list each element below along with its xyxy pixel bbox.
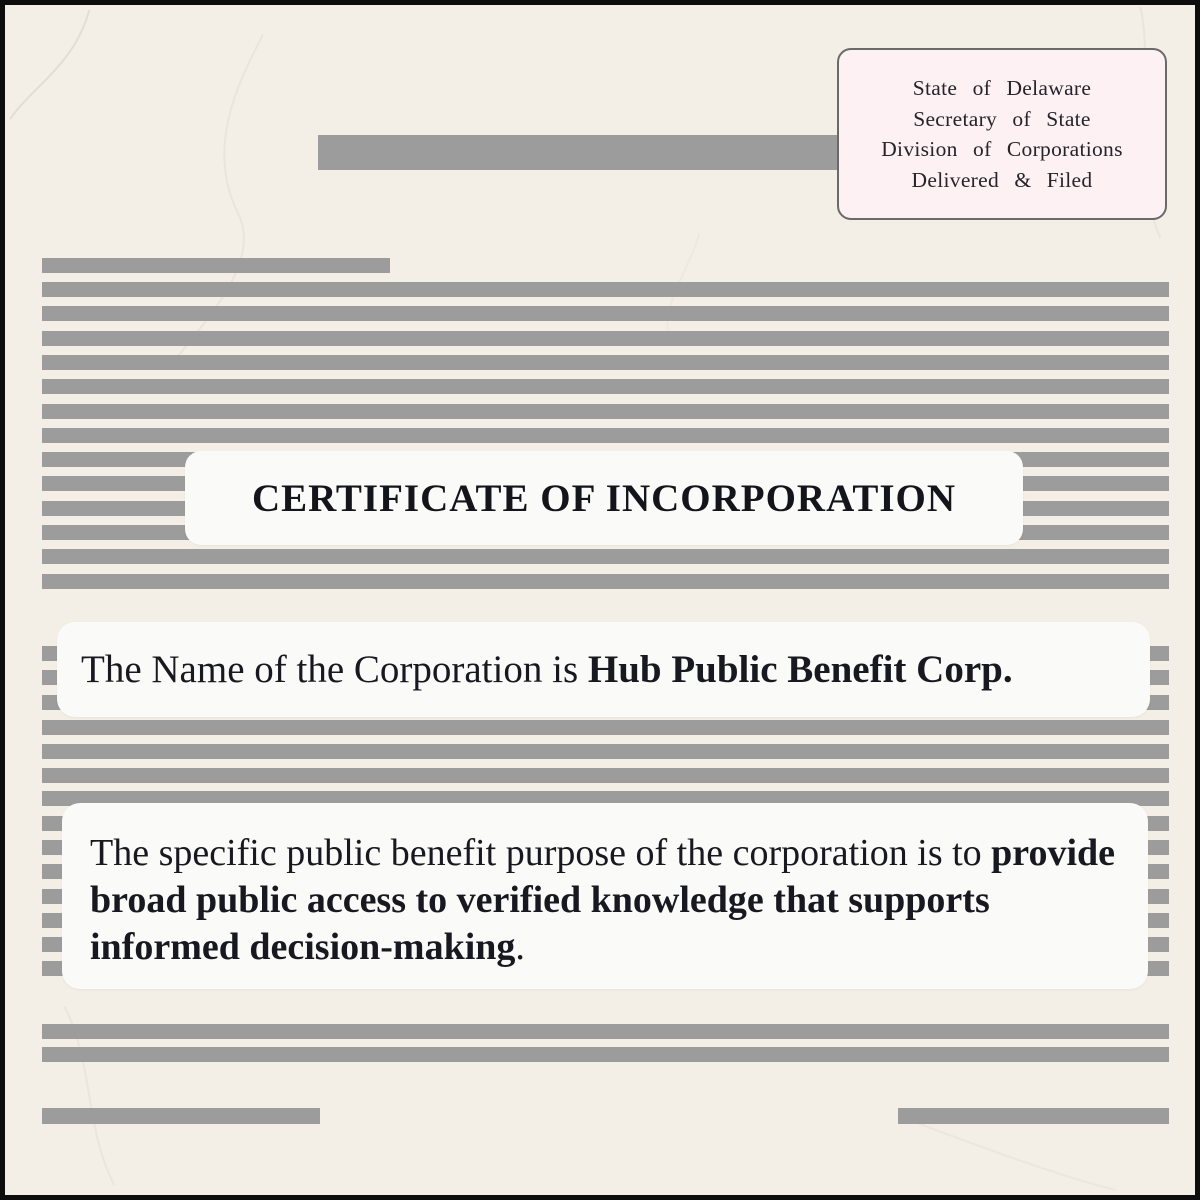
name-clause-prefix: The Name of the Corporation is	[81, 648, 588, 691]
redacted-line	[42, 428, 1169, 443]
delaware-filing-stamp	[837, 48, 1167, 220]
redacted-line	[42, 768, 1169, 783]
redacted-line	[42, 720, 1169, 735]
redacted-line	[898, 1108, 1169, 1124]
stamp-line-state: State of Delaware	[912, 76, 1092, 100]
redacted-line	[42, 355, 1169, 370]
redacted-line	[42, 258, 390, 273]
purpose-clause-suffix: .	[515, 926, 525, 968]
corporation-name-clause	[81, 647, 1013, 692]
public-benefit-purpose-panel	[62, 803, 1148, 989]
corporation-name: Hub Public Benefit Corp.	[587, 648, 1013, 691]
corporation-name-panel	[57, 622, 1150, 717]
redacted-line	[42, 1024, 1169, 1039]
redacted-line	[42, 404, 1169, 419]
certificate-title: CERTIFICATE OF INCORPORATION	[251, 476, 957, 520]
redacted-line	[42, 282, 1169, 297]
stamp-line-secretary: Secretary of State	[913, 106, 1091, 131]
redacted-line	[42, 306, 1169, 321]
public-benefit-purpose-clause	[90, 832, 1115, 968]
stamp-line-delivered: Delivered & Filed	[911, 167, 1093, 192]
certificate-title-panel	[185, 451, 1023, 545]
redacted-line	[42, 379, 1169, 394]
redacted-line	[42, 549, 1169, 564]
purpose-statement: provide broad public access to verified knowledge that supports informed decision-making	[90, 832, 1116, 968]
redacted-line	[42, 1108, 320, 1124]
redacted-line	[42, 1047, 1169, 1062]
redacted-line	[318, 135, 858, 170]
redacted-line	[42, 744, 1169, 759]
purpose-clause-prefix: The specific public benefit purpose of the corporation is to	[90, 832, 992, 874]
redacted-line	[42, 574, 1169, 589]
stamp-line-division: Division of Corporations	[881, 137, 1123, 161]
redacted-line	[42, 331, 1169, 346]
